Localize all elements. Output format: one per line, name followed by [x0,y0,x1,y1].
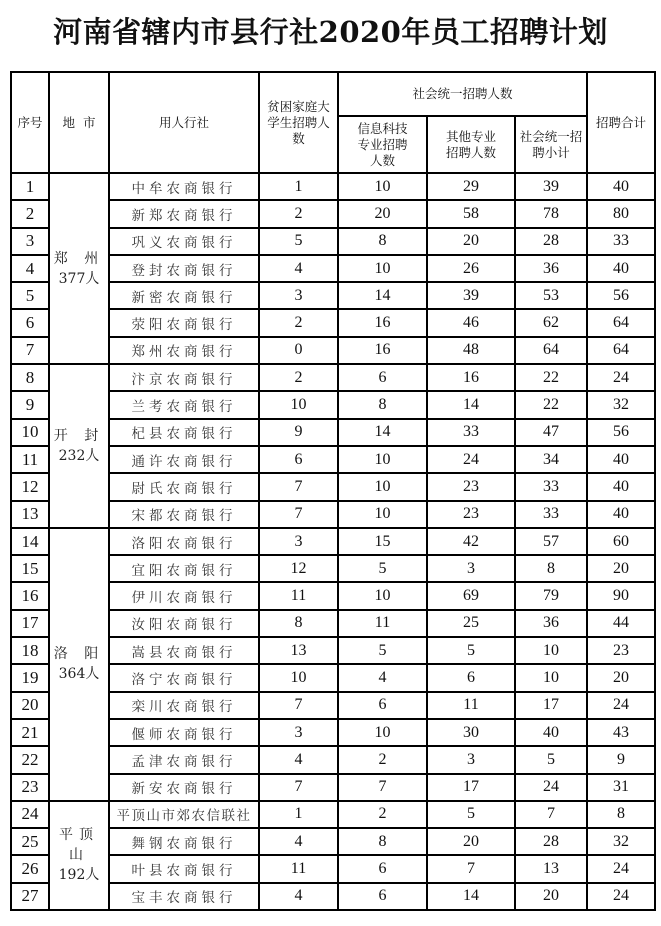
cell-poor: 4 [259,746,338,773]
cell-it: 10 [338,173,427,200]
cell-it: 11 [338,610,427,637]
cell-total: 40 [587,255,655,282]
cell-other: 3 [427,555,515,582]
table-row [11,801,655,828]
cell-total: 24 [587,855,655,882]
cell-it: 16 [338,309,427,336]
cell-subtotal: 24 [515,774,587,801]
cell-it: 6 [338,364,427,391]
city-name: 开 封 [53,427,105,444]
cell-seq: 19 [11,664,49,691]
cell-seq: 4 [11,255,49,282]
cell-it: 6 [338,855,427,882]
cell-it: 4 [338,664,427,691]
cell-it: 6 [338,883,427,910]
header-it-major: 信息科技专业招聘人数 [338,116,427,173]
cell-other: 33 [427,419,515,446]
table-row [11,364,655,391]
cell-subtotal: 10 [515,664,587,691]
cell-seq: 24 [11,801,49,828]
table-row [11,528,655,555]
cell-other: 3 [427,746,515,773]
cell-subtotal: 28 [515,228,587,255]
cell-total: 20 [587,555,655,582]
cell-poor: 2 [259,364,338,391]
cell-org: 汴京农商银行 [109,364,259,391]
cell-org: 新郑农商银行 [109,200,259,227]
cell-poor: 1 [259,173,338,200]
city-count: 377人 [58,270,100,287]
cell-total: 40 [587,501,655,528]
cell-other: 46 [427,309,515,336]
cell-other: 11 [427,692,515,719]
cell-org: 宋都农商银行 [109,501,259,528]
cell-total: 32 [587,828,655,855]
cell-other: 23 [427,473,515,500]
cell-subtotal: 39 [515,173,587,200]
cell-it: 8 [338,828,427,855]
cell-seq: 22 [11,746,49,773]
cell-total: 40 [587,446,655,473]
cell-total: 40 [587,173,655,200]
recruitment-table [10,71,656,911]
cell-seq: 1 [11,173,49,200]
cell-org: 巩义农商银行 [109,228,259,255]
cell-poor: 0 [259,337,338,364]
page-title: 河南省辖内市县行社2020年员工招聘计划 [53,15,608,49]
cell-org: 杞县农商银行 [109,419,259,446]
cell-it: 10 [338,473,427,500]
cell-seq: 11 [11,446,49,473]
cell-it: 6 [338,692,427,719]
cell-seq: 16 [11,582,49,609]
cell-org: 洛阳农商银行 [109,528,259,555]
cell-subtotal: 53 [515,282,587,309]
cell-seq: 14 [11,528,49,555]
cell-seq: 12 [11,473,49,500]
cell-subtotal: 40 [515,719,587,746]
cell-subtotal: 22 [515,391,587,418]
cell-it: 2 [338,801,427,828]
city-count: 192人 [58,867,100,884]
cell-org: 偃师农商银行 [109,719,259,746]
cell-seq: 20 [11,692,49,719]
cell-poor: 4 [259,255,338,282]
cell-other: 29 [427,173,515,200]
cell-total: 40 [587,473,655,500]
cell-seq: 10 [11,419,49,446]
cell-subtotal: 13 [515,855,587,882]
cell-subtotal: 20 [515,883,587,910]
cell-org: 荥阳农商银行 [109,309,259,336]
cell-total: 80 [587,200,655,227]
cell-subtotal: 10 [515,637,587,664]
cell-subtotal: 5 [515,746,587,773]
cell-seq: 3 [11,228,49,255]
cell-poor: 3 [259,528,338,555]
cell-total: 24 [587,692,655,719]
cell-poor: 7 [259,692,338,719]
cell-poor: 7 [259,501,338,528]
cell-subtotal: 28 [515,828,587,855]
cell-poor: 4 [259,828,338,855]
cell-total: 90 [587,582,655,609]
cell-city [49,801,109,910]
cell-poor: 13 [259,637,338,664]
cell-total: 9 [587,746,655,773]
cell-other: 23 [427,501,515,528]
cell-other: 5 [427,801,515,828]
cell-other: 30 [427,719,515,746]
cell-it: 10 [338,719,427,746]
cell-it: 16 [338,337,427,364]
cell-it: 14 [338,282,427,309]
cell-org: 中牟农商银行 [109,173,259,200]
cell-it: 10 [338,582,427,609]
cell-poor: 3 [259,282,338,309]
cell-it: 14 [338,419,427,446]
cell-total: 44 [587,610,655,637]
cell-org: 郑州农商银行 [109,337,259,364]
cell-it: 5 [338,637,427,664]
cell-city [49,528,109,801]
cell-total: 60 [587,528,655,555]
cell-it: 5 [338,555,427,582]
cell-subtotal: 7 [515,801,587,828]
cell-org: 兰考农商银行 [109,391,259,418]
cell-org: 伊川农商银行 [109,582,259,609]
cell-seq: 8 [11,364,49,391]
cell-total: 8 [587,801,655,828]
cell-total: 64 [587,337,655,364]
cell-seq: 15 [11,555,49,582]
cell-other: 6 [427,664,515,691]
cell-org: 新密农商银行 [109,282,259,309]
header-org: 用人行社 [109,72,259,173]
city-name: 平顶山 [59,827,99,864]
city-name: 郑 州 [53,250,105,267]
cell-other: 39 [427,282,515,309]
cell-poor: 7 [259,774,338,801]
cell-org: 通许农商银行 [109,446,259,473]
cell-org: 嵩县农商银行 [109,637,259,664]
cell-poor: 12 [259,555,338,582]
cell-poor: 11 [259,855,338,882]
city-count: 364人 [58,666,100,683]
cell-poor: 7 [259,473,338,500]
cell-seq: 7 [11,337,49,364]
cell-seq: 25 [11,828,49,855]
cell-poor: 2 [259,309,338,336]
header-social-recruitment: 社会统一招聘人数 [338,72,587,116]
cell-other: 20 [427,228,515,255]
cell-subtotal: 17 [515,692,587,719]
cell-other: 16 [427,364,515,391]
cell-poor: 1 [259,801,338,828]
cell-it: 15 [338,528,427,555]
cell-org: 登封农商银行 [109,255,259,282]
cell-org: 宜阳农商银行 [109,555,259,582]
header-poor-students: 贫困家庭大学生招聘人数 [259,72,338,173]
cell-subtotal: 36 [515,255,587,282]
cell-total: 23 [587,637,655,664]
cell-other: 58 [427,200,515,227]
cell-other: 42 [427,528,515,555]
cell-poor: 8 [259,610,338,637]
cell-other: 25 [427,610,515,637]
cell-other: 26 [427,255,515,282]
cell-org: 洛宁农商银行 [109,664,259,691]
cell-total: 31 [587,774,655,801]
cell-total: 24 [587,364,655,391]
cell-other: 5 [427,637,515,664]
city-count: 232人 [58,447,100,464]
header-city: 地 市 [49,72,109,173]
cell-total: 56 [587,282,655,309]
cell-subtotal: 64 [515,337,587,364]
cell-poor: 2 [259,200,338,227]
cell-poor: 4 [259,883,338,910]
cell-other: 17 [427,774,515,801]
cell-city [49,173,109,364]
cell-seq: 18 [11,637,49,664]
cell-subtotal: 22 [515,364,587,391]
cell-org: 平顶山市郊农信联社 [109,801,259,828]
cell-org: 孟津农商银行 [109,746,259,773]
cell-subtotal: 47 [515,419,587,446]
cell-subtotal: 78 [515,200,587,227]
table-row [11,173,655,200]
cell-subtotal: 33 [515,473,587,500]
cell-seq: 26 [11,855,49,882]
cell-poor: 11 [259,582,338,609]
cell-other: 14 [427,391,515,418]
cell-poor: 9 [259,419,338,446]
cell-subtotal: 57 [515,528,587,555]
header-total: 招聘合计 [587,72,655,173]
cell-seq: 17 [11,610,49,637]
cell-it: 10 [338,446,427,473]
header-subtotal: 社会统一招聘小计 [515,116,587,173]
cell-total: 56 [587,419,655,446]
cell-total: 33 [587,228,655,255]
cell-it: 7 [338,774,427,801]
cell-seq: 6 [11,309,49,336]
cell-city [49,364,109,528]
cell-seq: 27 [11,883,49,910]
header-other-major: 其他专业招聘人数 [427,116,515,173]
cell-org: 栾川农商银行 [109,692,259,719]
cell-it: 8 [338,228,427,255]
cell-seq: 13 [11,501,49,528]
cell-seq: 5 [11,282,49,309]
cell-subtotal: 62 [515,309,587,336]
cell-other: 24 [427,446,515,473]
cell-org: 叶县农商银行 [109,855,259,882]
cell-org: 宝丰农商银行 [109,883,259,910]
cell-seq: 9 [11,391,49,418]
cell-org: 舞钢农商银行 [109,828,259,855]
cell-other: 14 [427,883,515,910]
cell-other: 69 [427,582,515,609]
cell-poor: 10 [259,391,338,418]
cell-total: 32 [587,391,655,418]
cell-subtotal: 79 [515,582,587,609]
cell-it: 20 [338,200,427,227]
cell-it: 10 [338,255,427,282]
cell-it: 8 [338,391,427,418]
cell-other: 20 [427,828,515,855]
cell-org: 新安农商银行 [109,774,259,801]
cell-subtotal: 33 [515,501,587,528]
cell-subtotal: 34 [515,446,587,473]
cell-poor: 6 [259,446,338,473]
cell-seq: 2 [11,200,49,227]
cell-poor: 5 [259,228,338,255]
cell-total: 24 [587,883,655,910]
table-body [11,173,655,910]
cell-seq: 21 [11,719,49,746]
cell-other: 7 [427,855,515,882]
cell-seq: 23 [11,774,49,801]
cell-other: 48 [427,337,515,364]
cell-total: 43 [587,719,655,746]
cell-subtotal: 36 [515,610,587,637]
header-seq: 序号 [11,72,49,173]
cell-org: 汝阳农商银行 [109,610,259,637]
cell-poor: 3 [259,719,338,746]
cell-total: 20 [587,664,655,691]
cell-it: 2 [338,746,427,773]
city-name: 洛 阳 [53,646,105,663]
cell-subtotal: 8 [515,555,587,582]
cell-it: 10 [338,501,427,528]
cell-total: 64 [587,309,655,336]
cell-org: 尉氏农商银行 [109,473,259,500]
cell-poor: 10 [259,664,338,691]
